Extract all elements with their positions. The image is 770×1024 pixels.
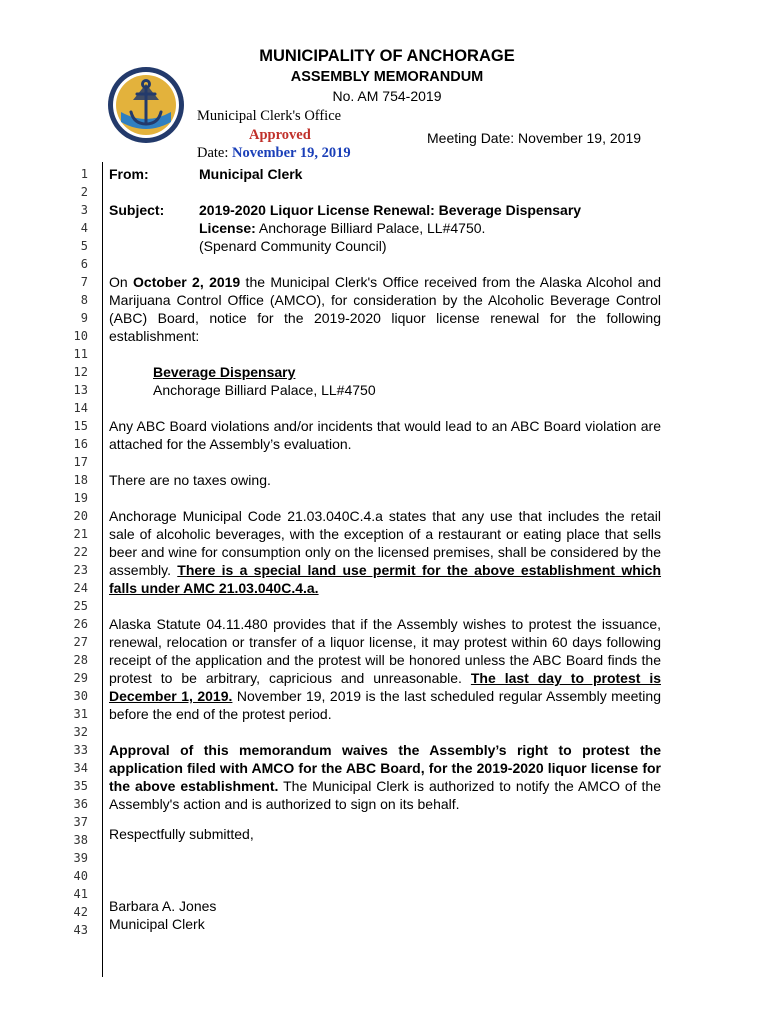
paragraph-approval [109,741,661,813]
line-number: 4 [80,221,88,235]
line-number: 26 [73,617,88,631]
signer-name: Barbara A. Jones [109,898,217,914]
line-number: 6 [80,257,88,271]
line-number: 24 [73,581,88,595]
line-number: 39 [73,851,88,865]
p6-bold: Approval of this memorandum waives the Assembly’s right to protest the application filed with AMCO for the ABC Board, for the 2019-2020 liquor license for the above establishment. [109,742,661,794]
p5-rest: November 19, 2019 is the last scheduled regular Assembly meeting before the end of the protest period. [109,688,661,722]
line-number: 37 [73,815,88,829]
line-number: 34 [73,761,88,775]
from-value: Municipal Clerk [199,166,303,182]
line-number: 7 [80,275,88,289]
line-number: 5 [80,239,88,253]
margin-rule [102,162,103,977]
line-number: 30 [73,689,88,703]
line-number: 11 [73,347,88,361]
line-number: 28 [73,653,88,667]
line-number: 14 [73,401,88,415]
line-number: 3 [80,203,88,217]
subject-line-1: 2019-2020 Liquor License Renewal: Beverage Dispensary [199,202,582,218]
line-number: 41 [73,887,88,901]
p6-rest: The Municipal Clerk is authorized to notify the AMCO of the Assembly's action and is authorized to sign on its behalf. [109,778,661,812]
p1-rest: the Municipal Clerk's Office received from the Alaska Alcohol and Marijuana Control Office (AMCO), for consideration by the Alcoholic Beverage Control (ABC) Board, notice for the 2019-2020 liquor license renewal for the following establishment: [109,274,662,344]
paragraph-taxes: There are no taxes owing. [109,472,271,488]
meeting-date: Meeting Date: November 19, 2019 [427,130,642,146]
anchorage-seal-icon [107,66,185,144]
line-number: 29 [73,671,88,685]
line-number: 36 [73,797,88,811]
memo-title: MUNICIPALITY OF ANCHORAGE [259,47,515,65]
p5-bold: The last day to protest is December 1, 2019. [109,670,661,704]
subject-label: Subject: [109,202,165,218]
line-number: 35 [73,779,88,793]
line-number: 38 [73,833,88,847]
approval-date [197,145,351,162]
line-number: 43 [73,923,88,937]
line-number: 22 [73,545,88,559]
signature-block [109,897,661,933]
line-number: 12 [73,365,88,379]
memo-subtitle: ASSEMBLY MEMORANDUM [290,69,484,85]
line-number: 42 [73,905,88,919]
approved-stamp: Approved [249,127,311,143]
line-number: 25 [73,599,88,613]
subject-value [199,201,581,255]
line-number: 27 [73,635,88,649]
p1-date: October 2, 2019 [133,274,241,290]
paragraph-statute [109,615,661,723]
p1-pre: On [109,274,134,290]
line-number: 15 [73,419,88,433]
memo-number: No. AM 754-2019 [332,88,442,104]
paragraph-violations: Any ABC Board violations and/or incidents that would lead to an ABC Board violation are attached for the Assembly’s evaluation. [109,418,661,452]
paragraph-received [109,273,661,345]
clerk-office-label: Municipal Clerk's Office [197,108,342,124]
line-number: 2 [80,185,88,199]
line-number: 1 [80,167,88,181]
line-number: 33 [73,743,88,757]
subject-line-2 [199,219,581,237]
license-block [153,363,376,399]
line-number: 32 [73,725,88,739]
line-number: 16 [73,437,88,451]
line-number: 40 [73,869,88,883]
p5-text: Alaska Statute 04.11.480 provides that if the Assembly wishes to protest the issuance, renewal, relocation or transfer of a liquor license, it may protest within 60 days following receipt of the application and the protest will be honored unless the ABC Board finds the protest to be arbitrary, capricious and unreasonable. [109,616,661,686]
license-name: Anchorage Billiard Palace, LL#4750 [153,382,376,398]
from-label: From: [109,166,149,182]
subject-line-3: (Spenard Community Council) [199,238,387,254]
subject-license-name: Anchorage Billiard Palace, LL#4750. [255,220,486,236]
license-type: Beverage Dispensary [153,364,296,380]
line-numbers [56,165,88,939]
line-number: 18 [73,473,88,487]
line-number: 9 [80,311,88,325]
line-number: 13 [73,383,88,397]
approval-date-value: November 19, 2019 [232,145,351,161]
closing: Respectfully submitted, [109,826,254,842]
line-number: 31 [73,707,88,721]
paragraph-municipal-code [109,507,661,597]
approval-date-label: Date: [197,145,229,161]
signer-title: Municipal Clerk [109,916,205,932]
line-number: 23 [73,563,88,577]
line-number: 21 [73,527,88,541]
line-number: 20 [73,509,88,523]
p4-bold: There is a special land use permit for the above establishment which falls under AMC 21.03.040C.4.a. [109,562,662,596]
line-number: 19 [73,491,88,505]
line-number: 10 [73,329,88,343]
p4-text: Anchorage Municipal Code 21.03.040C.4.a states that any use that includes the retail sale of alcoholic beverages, with the exception of a restaurant or eating place that sells beer and wine for consumption only on the licensed premises, shall be considered by the assembly. [109,508,661,578]
line-number: 17 [73,455,88,469]
line-number: 8 [80,293,88,307]
subject-license-label: License: [199,220,256,236]
